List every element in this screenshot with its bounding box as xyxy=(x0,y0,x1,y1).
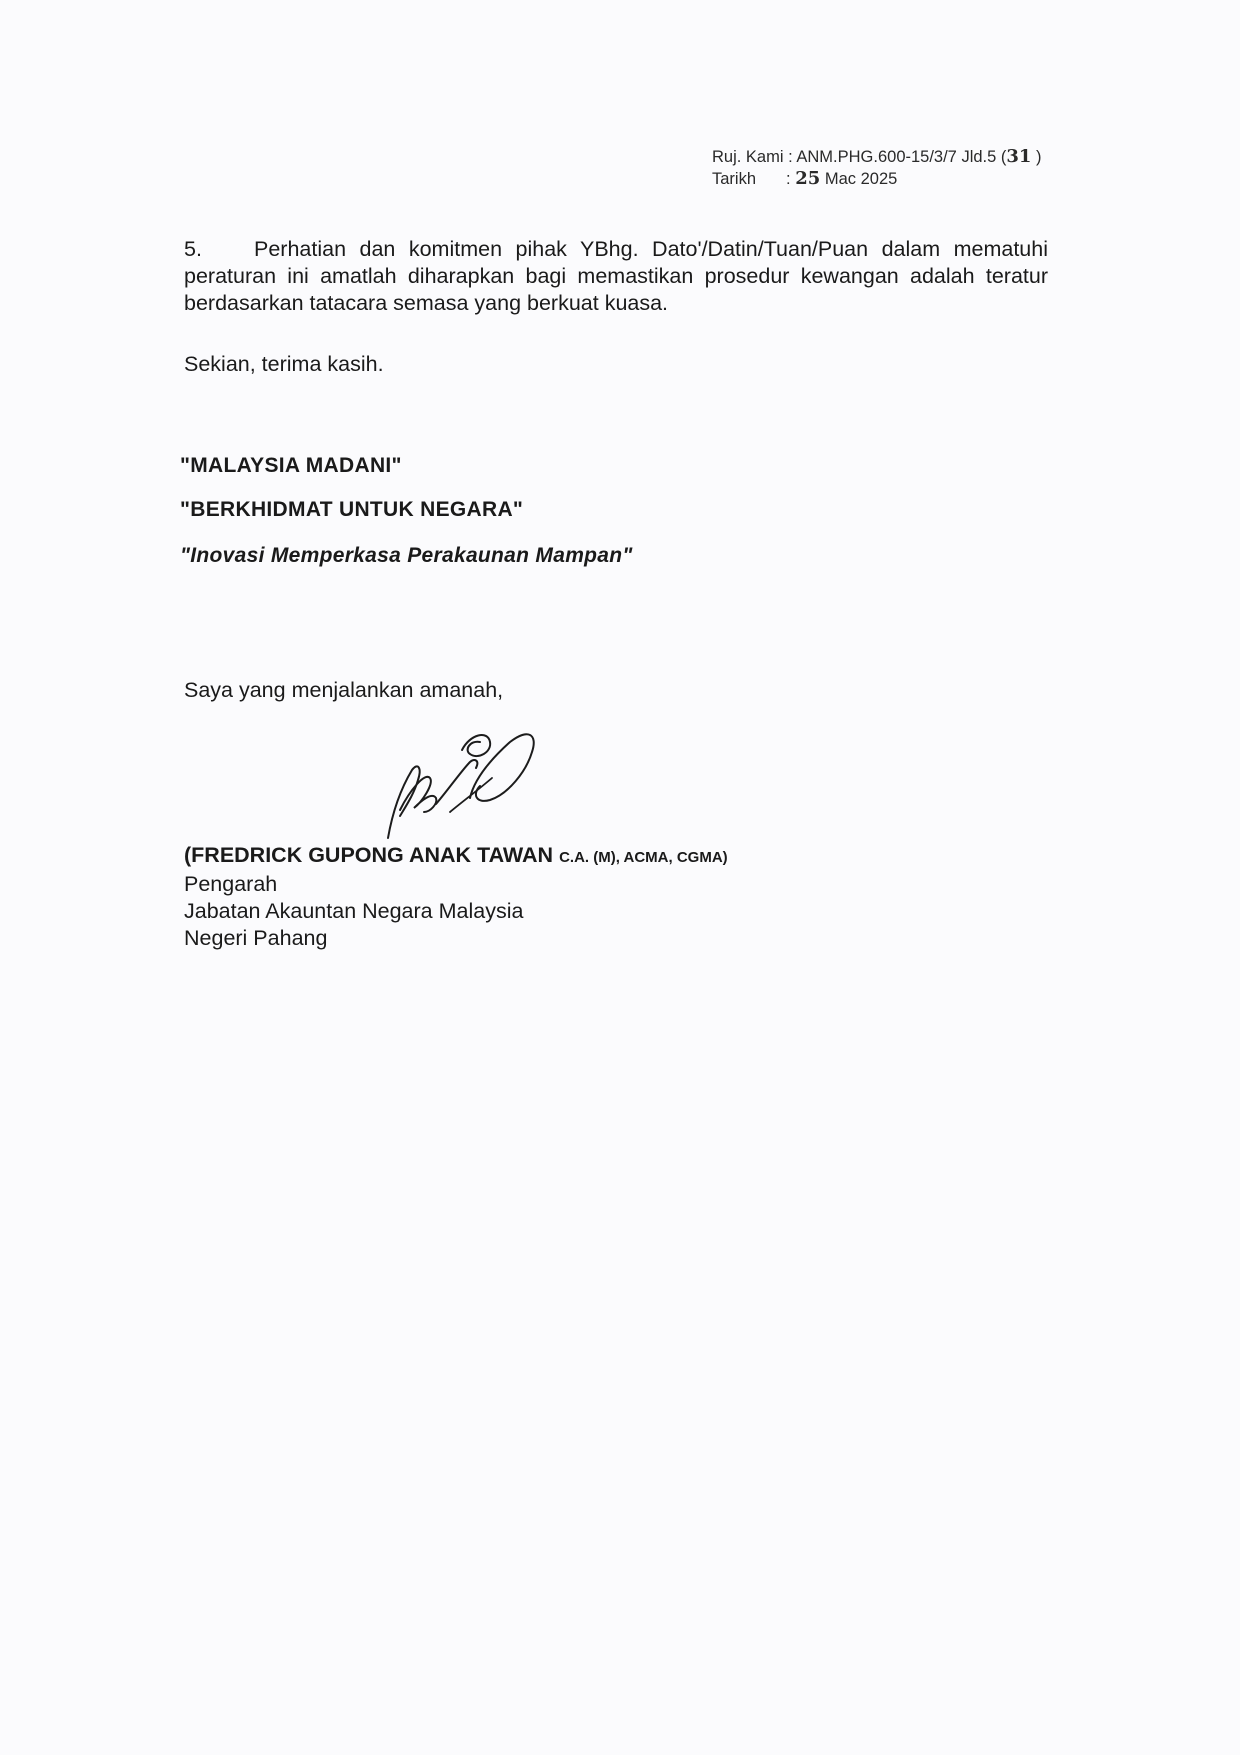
reference-number-row: Ruj. Kami : ANM.PHG.600-15/3/7 Jld.5 (31 ) xyxy=(712,146,1042,167)
reference-label: Ruj. Kami : xyxy=(712,148,793,166)
signatory-block xyxy=(184,842,728,952)
signatory-title: Pengarah xyxy=(184,872,278,896)
signatory-full-name: (FREDRICK GUPONG ANAK TAWAN xyxy=(184,843,554,867)
signatory-department: Jabatan Akauntan Negara Malaysia xyxy=(184,899,524,923)
closing-line: Sekian, terima kasih. xyxy=(184,352,384,376)
date-month-year: Mac 2025 xyxy=(824,170,898,188)
signatory-name xyxy=(184,842,728,871)
reference-handwritten-number: 31 xyxy=(1006,146,1032,167)
handwritten-signature xyxy=(370,720,550,850)
reference-block xyxy=(712,146,1042,190)
motto-malaysia-madani: "MALAYSIA MADANI" xyxy=(180,454,402,477)
motto-inovasi: "Inovasi Memperkasa Perakaunan Mampan" xyxy=(180,544,633,567)
signatory-state: Negeri Pahang xyxy=(184,926,328,950)
reference-value: ANM.PHG.600-15/3/7 Jld.5 xyxy=(796,148,997,166)
paragraph-number: 5. xyxy=(184,237,202,261)
date-handwritten-day: 25 xyxy=(795,168,821,189)
amanah-line: Saya yang menjalankan amanah, xyxy=(184,678,504,702)
date-row xyxy=(712,168,1042,190)
motto-berkhidmat: "BERKHIDMAT UNTUK NEGARA" xyxy=(180,498,524,521)
date-label: Tarikh xyxy=(712,170,757,188)
paragraph-text: Perhatian dan komitmen pihak YBhg. Dato'/Datin/Tuan/Puan dalam mematuhi peraturan ini amatlah diharapkan bagi memastikan prosedur kewangan adalah teratur berdasarkan tatacara semasa yang berkuat kuasa. xyxy=(184,237,1048,315)
date-colon: : xyxy=(786,170,791,188)
paragraph-5 xyxy=(184,236,1048,317)
signatory-qualifications: C.A. (M), ACMA, CGMA) xyxy=(559,849,728,866)
